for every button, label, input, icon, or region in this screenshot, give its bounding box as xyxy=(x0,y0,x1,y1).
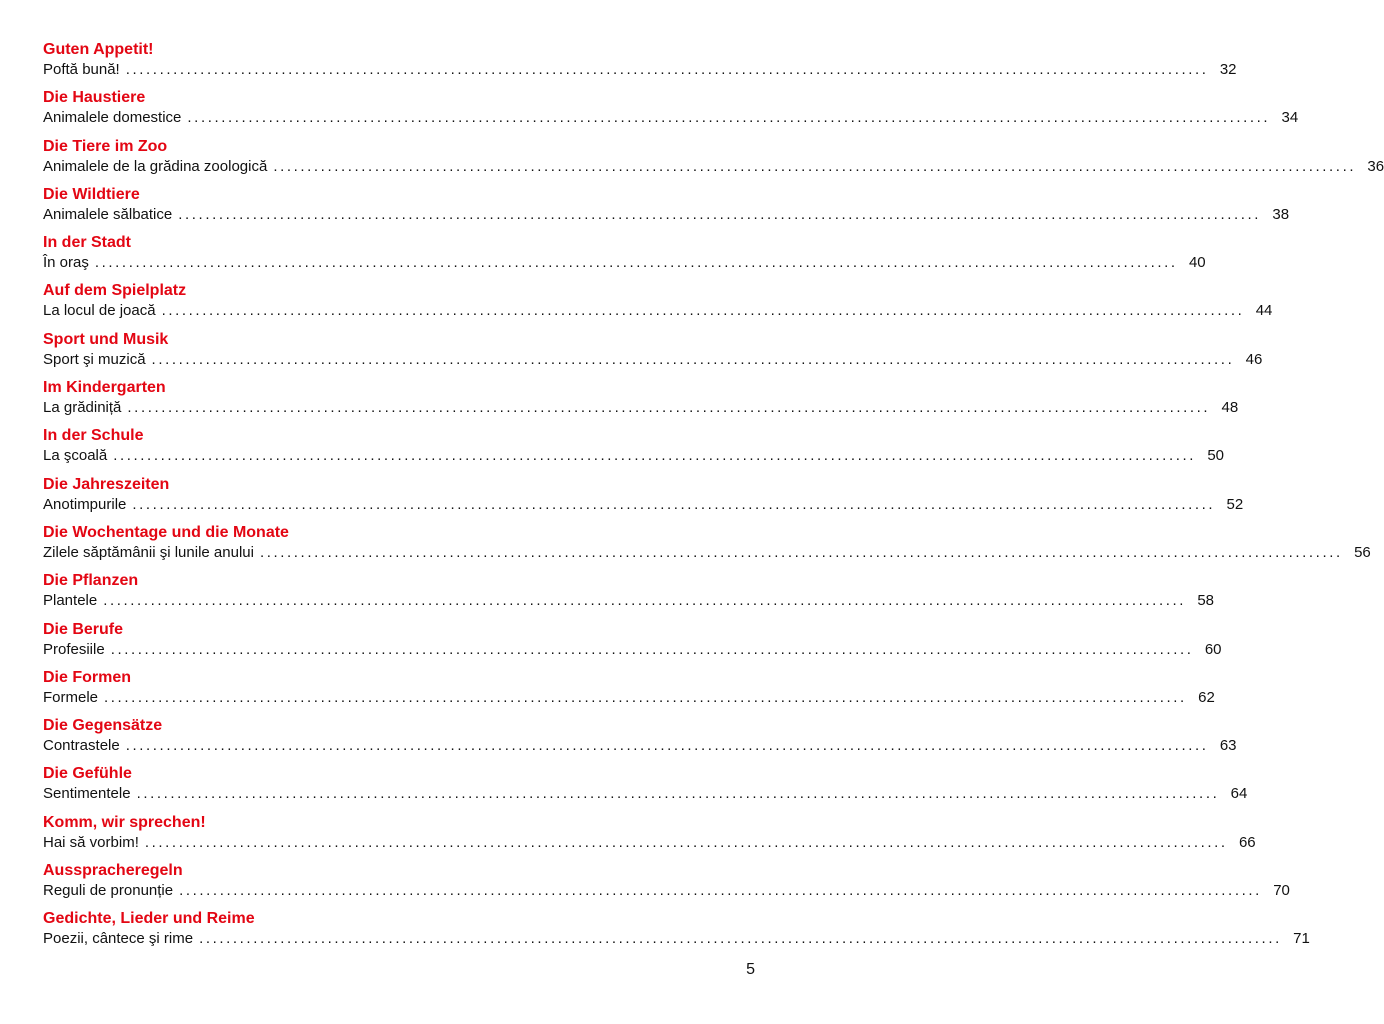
entry-title-romanian: Animalele sălbatice xyxy=(43,205,173,223)
entry-page-number: 64 xyxy=(1230,785,1248,803)
entry-line xyxy=(43,640,1222,660)
dot-leader: ................................................................................................................................................................ xyxy=(179,882,1262,900)
toc-entry[interactable] xyxy=(43,620,1222,668)
entry-title-german[interactable]: Die Wochentage und die Monate xyxy=(43,523,289,541)
toc-entry[interactable] xyxy=(43,426,1225,474)
toc-entry[interactable] xyxy=(43,281,1273,329)
entry-title-romanian: La locul de joacă xyxy=(43,302,156,320)
entry-title-german[interactable]: Im Kindergarten xyxy=(43,379,166,397)
toc-entry[interactable] xyxy=(43,523,1371,571)
entry-title-german[interactable]: Die Wildtiere xyxy=(43,185,140,203)
entry-line xyxy=(43,688,1215,708)
entry-line xyxy=(43,591,1215,611)
entry-title-german[interactable]: Gedichte, Lieder und Reime xyxy=(43,910,255,928)
entry-title-romanian: Contrastele xyxy=(43,737,120,755)
entry-line xyxy=(43,301,1273,321)
dot-leader: ................................................................................................................................................................ xyxy=(187,109,1271,127)
entry-line xyxy=(43,157,1384,177)
entry-title-romanian: Animalele domestice xyxy=(43,109,182,127)
entry-page-number: 70 xyxy=(1273,882,1290,900)
toc-entry[interactable] xyxy=(43,233,1206,281)
entry-line xyxy=(43,495,1244,515)
entry-page-number: 66 xyxy=(1238,833,1256,851)
entry-title-german[interactable]: Die Haustiere xyxy=(43,89,146,107)
entry-line xyxy=(43,543,1371,563)
dot-leader: ................................................................................................................................................................ xyxy=(104,688,1187,706)
entry-title-romanian: La grădiniță xyxy=(43,399,122,417)
entry-line xyxy=(43,350,1263,370)
entry-page-number: 46 xyxy=(1245,350,1263,368)
entry-page-number: 38 xyxy=(1272,205,1290,223)
entry-page-number: 52 xyxy=(1226,495,1244,513)
entry-page-number: 48 xyxy=(1221,399,1239,417)
entry-line xyxy=(43,398,1239,418)
toc-entry[interactable] xyxy=(43,813,1256,861)
entry-title-romanian: În oraş xyxy=(43,254,89,272)
entry-title-romanian: Zilele săptămânii şi lunile anului xyxy=(43,543,254,561)
entry-title-romanian: Profesiile xyxy=(43,640,105,658)
entry-page-number: 50 xyxy=(1207,447,1225,465)
dot-leader: ................................................................................................................................................................ xyxy=(103,592,1187,610)
dot-leader: ................................................................................................................................................................ xyxy=(161,302,1245,320)
entry-title-german[interactable]: Die Gefühle xyxy=(43,765,132,783)
entry-title-german[interactable]: Die Formen xyxy=(43,668,132,686)
entry-title-german[interactable]: In der Stadt xyxy=(43,234,132,252)
entry-page-number: 36 xyxy=(1367,157,1384,175)
entry-line xyxy=(43,881,1290,901)
dot-leader: ................................................................................................................................................................ xyxy=(199,930,1282,948)
toc-entry[interactable] xyxy=(43,185,1290,233)
entry-line xyxy=(43,60,1237,80)
dot-leader: ................................................................................................................................................................ xyxy=(127,399,1211,417)
dot-leader: ................................................................................................................................................................ xyxy=(151,350,1235,368)
entry-title-german[interactable]: Die Pflanzen xyxy=(43,572,139,590)
toc-entry[interactable] xyxy=(43,330,1263,378)
entry-title-german[interactable]: Guten Appetit! xyxy=(43,41,154,58)
entry-title-german[interactable]: In der Schule xyxy=(43,427,144,445)
entry-page-number: 40 xyxy=(1188,254,1206,272)
entry-title-german[interactable]: Die Gegensätze xyxy=(43,717,163,735)
entry-line xyxy=(43,929,1310,949)
entry-line xyxy=(43,784,1248,804)
entry-page-number: 58 xyxy=(1197,592,1215,610)
entry-title-romanian: Poftă bună! xyxy=(43,61,120,78)
entry-title-german[interactable]: Sport und Musik xyxy=(43,330,169,348)
toc-entry[interactable] xyxy=(43,88,1299,136)
entry-title-romanian: Plantele xyxy=(43,592,98,610)
dot-leader: ................................................................................................................................................................ xyxy=(132,495,1216,513)
entry-line xyxy=(43,205,1290,225)
entry-title-german[interactable]: Auf dem Spielplatz xyxy=(43,282,187,300)
entry-page-number: 60 xyxy=(1204,640,1222,658)
toc-entry[interactable] xyxy=(43,668,1215,716)
entry-title-german[interactable]: Die Berufe xyxy=(43,620,124,638)
entry-line xyxy=(43,833,1256,853)
dot-leader: ................................................................................................................................................................ xyxy=(110,640,1194,658)
entry-page-number: 63 xyxy=(1219,737,1237,755)
dot-leader: ................................................................................................................................................................ xyxy=(178,205,1262,223)
entry-title-german[interactable]: Komm, wir sprechen! xyxy=(43,813,206,831)
page-number: 5 xyxy=(746,961,755,978)
toc-entry[interactable] xyxy=(43,475,1244,523)
dot-leader: ................................................................................................................................................................ xyxy=(125,61,1209,78)
entry-page-number: 34 xyxy=(1281,109,1299,127)
entry-title-romanian: La şcoală xyxy=(43,447,108,465)
dot-leader: ................................................................................................................................................................ xyxy=(113,447,1197,465)
entry-page-number: 44 xyxy=(1255,302,1273,320)
entry-page-number: 32 xyxy=(1219,61,1237,78)
toc-entry[interactable] xyxy=(43,378,1239,426)
toc-entry[interactable] xyxy=(43,571,1215,619)
entry-title-romanian: Formele xyxy=(43,688,99,706)
entry-page-number: 56 xyxy=(1354,543,1371,561)
dot-leader: ................................................................................................................................................................ xyxy=(259,543,1343,561)
entry-line xyxy=(43,108,1299,128)
toc-entry[interactable] xyxy=(43,40,1237,88)
toc-entry[interactable] xyxy=(43,909,1310,957)
entry-title-german[interactable]: Ausspracheregeln xyxy=(43,862,183,880)
entry-title-romanian: Poezii, cântece şi rime xyxy=(43,930,194,948)
entry-title-german[interactable]: Die Tiere im Zoo xyxy=(43,137,168,155)
entry-title-romanian: Hai să vorbim! xyxy=(43,833,139,851)
dot-leader: ................................................................................................................................................................ xyxy=(273,157,1357,175)
entry-title-romanian: Anotimpurile xyxy=(43,495,127,513)
entry-title-romanian: Sport şi muzică xyxy=(43,350,146,368)
dot-leader: ................................................................................................................................................................ xyxy=(136,785,1220,803)
entry-line xyxy=(43,253,1206,273)
dot-leader: ................................................................................................................................................................ xyxy=(125,737,1209,755)
toc-entry[interactable] xyxy=(43,764,1248,812)
table-of-contents xyxy=(43,40,1384,958)
entry-title-romanian: Reguli de pronunție xyxy=(43,882,174,900)
entry-title-german[interactable]: Die Jahreszeiten xyxy=(43,475,170,493)
entry-page-number: 71 xyxy=(1293,930,1310,948)
entry-line xyxy=(43,446,1225,466)
entry-title-romanian: Sentimentele xyxy=(43,785,131,803)
dot-leader: ................................................................................................................................................................ xyxy=(144,833,1228,851)
entry-line xyxy=(43,736,1237,756)
toc-entry[interactable] xyxy=(43,716,1237,764)
entry-page-number: 62 xyxy=(1198,688,1215,706)
toc-entry[interactable] xyxy=(43,861,1290,909)
dot-leader: ................................................................................................................................................................ xyxy=(94,254,1178,272)
entry-title-romanian: Animalele de la grădina zoologică xyxy=(43,157,268,175)
toc-entry[interactable] xyxy=(43,137,1384,185)
